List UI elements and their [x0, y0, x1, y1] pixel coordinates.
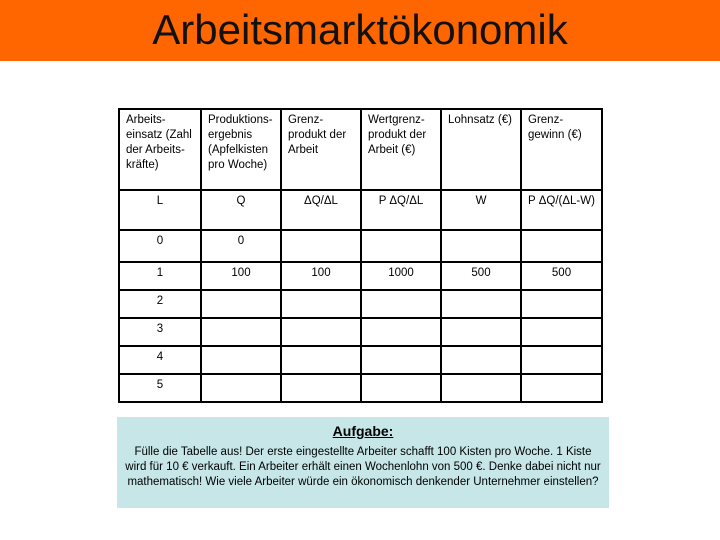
header-cell-marginal-profit: Grenz-gewinn (€) [521, 109, 602, 190]
header-cell-marginal-product: Grenz-produkt der Arbeit [281, 109, 361, 190]
task-heading: Aufgabe: [332, 423, 394, 439]
table-cell [201, 374, 281, 402]
table-cell: 100 [201, 262, 281, 290]
table-cell [361, 230, 441, 262]
table-cell [361, 290, 441, 318]
table-cell [521, 230, 602, 262]
symbol-cell: ΔQ/ΔL [281, 190, 361, 230]
table-cell: 500 [441, 262, 521, 290]
table-cell: 500 [521, 262, 602, 290]
table-cell [521, 318, 602, 346]
symbol-cell: L [119, 190, 201, 230]
table-cell [361, 346, 441, 374]
table-symbol-row [119, 190, 602, 230]
table-cell: 0 [201, 230, 281, 262]
symbol-cell: P ΔQ/(ΔL-W) [521, 190, 602, 230]
table-cell: 3 [119, 318, 201, 346]
table-cell [201, 318, 281, 346]
table-cell: 1 [119, 262, 201, 290]
table-cell [201, 346, 281, 374]
labor-market-table [118, 108, 603, 403]
table-row [119, 230, 602, 262]
symbol-cell: P ΔQ/ΔL [361, 190, 441, 230]
table-cell [281, 346, 361, 374]
table-cell: 100 [281, 262, 361, 290]
title-bar [0, 0, 720, 61]
table-header-row [119, 109, 602, 190]
table-cell [441, 290, 521, 318]
table-cell [441, 346, 521, 374]
table-cell: 1000 [361, 262, 441, 290]
table-row [119, 374, 602, 402]
table-cell [201, 290, 281, 318]
task-text: Fülle die Tabelle aus! Der erste eingestellte Arbeiter schafft 100 Kisten pro Woche. 1 Kiste wird für 10 € verkauft. Ein Arbeiter erhält einen Wochenlohn von 500 €. Denke dabei nicht nur mathematisch! Wie viele Arbeiter würde ein ökonomisch denkender Unternehmer einstellen? [125, 446, 601, 488]
table-row [119, 318, 602, 346]
table-cell [281, 374, 361, 402]
header-cell-labor-input: Arbeits-einsatz (Zahl der Arbeits-kräfte) [119, 109, 201, 190]
task-box [117, 417, 609, 508]
table-cell [441, 318, 521, 346]
header-cell-value-marginal-product: Wertgrenz-produkt der Arbeit (€) [361, 109, 441, 190]
table-cell: 5 [119, 374, 201, 402]
symbol-cell: W [441, 190, 521, 230]
table-cell: 2 [119, 290, 201, 318]
header-cell-wage: Lohnsatz (€) [441, 109, 521, 190]
table-cell [521, 290, 602, 318]
table-cell: 0 [119, 230, 201, 262]
table-cell [281, 318, 361, 346]
slide-title: Arbeitsmarktökonomik [152, 6, 568, 53]
table-cell [441, 230, 521, 262]
table-row [119, 262, 602, 290]
table-cell: 4 [119, 346, 201, 374]
table-row [119, 290, 602, 318]
table-cell [281, 230, 361, 262]
table-cell [521, 374, 602, 402]
table-cell [521, 346, 602, 374]
table-cell [281, 290, 361, 318]
table-row [119, 346, 602, 374]
table-cell [441, 374, 521, 402]
symbol-cell: Q [201, 190, 281, 230]
table-cell [361, 318, 441, 346]
header-cell-output: Produktions-ergebnis (Apfelkisten pro Woche) [201, 109, 281, 190]
table-cell [361, 374, 441, 402]
